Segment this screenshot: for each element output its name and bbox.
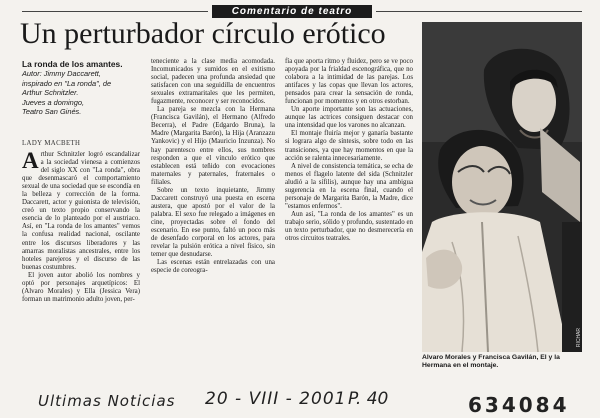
show-title: La ronda de los amantes.: [22, 59, 123, 69]
photo-caption: Alvaro Morales y Francisca Gavilán, El y la Hermana en el montaje.: [422, 354, 560, 370]
paragraph: Aun así, "La ronda de los amantes" es un trabajo serio, sólido y profundo, sustentado en un texto perturbador, que no desmerecería en otros circuitos teatrales.: [285, 210, 413, 243]
production-photo: [422, 22, 582, 352]
kicker-rule-left: [22, 11, 208, 12]
show-info-line: Jueves a domingo,: [22, 97, 85, 107]
handwritten-page: P. 40: [348, 389, 389, 409]
handwritten-publication: Ultimas Noticias: [38, 392, 176, 410]
paragraph: fía que aporta ritmo y fluidez, pero se ve poco apoyada por la frialdad escenográfica, que no colabora a la intimidad de las parejas. Los antifaces y las copas que llevan los actores, pensados para crear la sensación de ronda, funcionan por momentos y en otros estorban.: [285, 58, 413, 106]
show-info-line: Teatro San Ginés.: [22, 107, 82, 117]
paragraph: El montaje fluiría mejor y ganaría bastante si lograra algo de síntesis, sobre todo en las transiciones, ya que hay momentos en que la acción se ralenta innecesariamente.: [285, 130, 413, 162]
paragraph: El joven autor abolió los nombres y optó por personajes arquetípicos: El (Alvaro Morales) y Ella (Jessica Vera) forman un matrimonio adulto joven, per-: [22, 271, 140, 303]
article-column-2: [151, 58, 275, 275]
photo-credit: RICHAR: [576, 328, 582, 348]
show-info-line: inspirado en "La ronda", de: [22, 78, 112, 88]
paragraph: teneciente a la clase media acomodada. Incomunicados y sumidos en el exitismo social, padecen una profunda ansiedad que satisfacen con una seguidilla de encuentros sexuales extramaritales que les permiten, fugazmente, reconocer y ser reconocidos.: [151, 58, 275, 106]
headline: Un perturbador círculo erótico: [20, 17, 386, 50]
actors-photo-illustration: [422, 22, 582, 352]
article-column-3: [285, 58, 413, 243]
paragraph: La pareja se mezcla con la Hermana (Francisca Gavilán), el Hermano (Alfredo Becerra), el Padre (Edgardo Bruna), la Madre (Margarita Barón), la Hija (Aranzazu Yankovic) y el Hijo (Mauricio Inzunza). No hay parentesco entre ellos, sus nombres responden a que el vínculo erótico que establecen está teñido con evocaciones maternales y paternales, fraternales o filiales.: [151, 106, 275, 186]
byline: LADY MACBETH: [22, 140, 81, 147]
paragraph: Arthur Schnitzler logró escandalizar a la sociedad vienesa a comienzos del siglo XX con "La ronda", obra que desenmascaró el comportamiento sexual de una sociedad que se escondía en la belleza y corrección de la forma. Daccarett, actor y guionista de televisión, creó un texto propio conservando la esencia de lo planteado por el austriaco. Así, en "La ronda de los amantes" vemos la confusa realidad nacional, oscilante entre los discursos liberadores y las amarras moralistas ancestrales, entre los hoteles parejeros y el discurso de las buenas costumbres.: [22, 148, 140, 271]
archive-number: 634084: [468, 393, 570, 417]
section-kicker: Comentario de teatro: [212, 5, 372, 18]
paragraph: A nivel de consistencia temática, se echa de menos el flagelo latente del sida (Schnitzler aludió a la sífilis), aunque hay una ambigua sugerencia en la escena final, cuando el personaje de Margarita Barón, la Madre, dice "estamos enfermos".: [285, 162, 413, 210]
show-info-line: Arthur Schnitzler.: [22, 88, 79, 98]
paragraph: Sobre un texto inquietante, Jimmy Daccarett construyó una puesta en escena austera, que apostó por el valor de la palabra. El sexo fue relegado a imágenes en cine, proyectadas sobre el fondo del escenario. En ese punto, faltó un poco más de desenfado corporal en los actores, para revelar la pulsión erótica a nivel físico, sin temer que desnudarse.: [151, 186, 275, 259]
paragraph: Las escenas están entrelazadas con una especie de coreogra-: [151, 259, 275, 275]
kicker-rule-right: [376, 11, 582, 12]
article-column-1: [22, 148, 140, 304]
handwritten-date: 20 - VIII - 2001: [205, 389, 347, 409]
show-info: [22, 60, 140, 116]
paragraph: Un aporte importante son las actuaciones, aunque las actrices consiguen destacar con una intensidad que los varones no alcanzan.: [285, 106, 413, 130]
drop-cap: A: [22, 148, 39, 173]
show-info-line: Autor: Jimmy Daccarett,: [22, 69, 101, 79]
